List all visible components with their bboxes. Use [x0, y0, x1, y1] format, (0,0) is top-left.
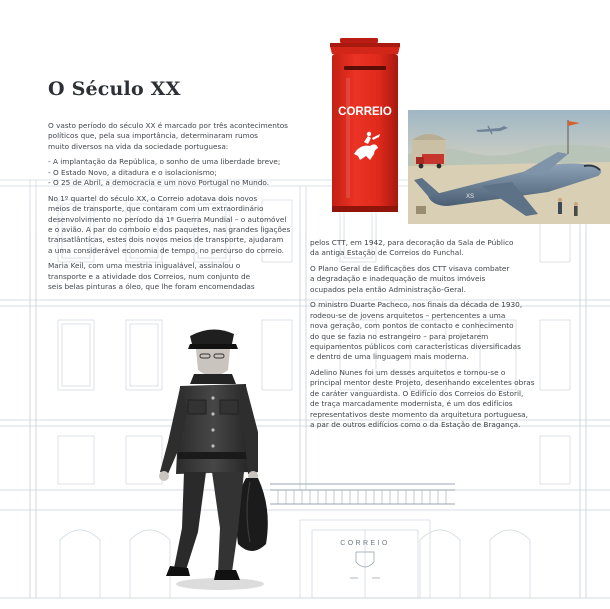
page-title: O Século XX — [48, 78, 181, 100]
text-line: transporte e a atividade dos Correios, num conjunto de — [48, 271, 251, 281]
text-line: e o avião. A par do comboio e dos paquetes, nas grandes ligações — [48, 225, 291, 235]
building-sign: CORREIO — [340, 540, 390, 547]
list-item: - O Estado Novo, a ditadura e o isolacionismo; — [48, 167, 217, 177]
mailbox-label: CORREIO — [338, 106, 392, 118]
text-line: e dentro de uma linguagem mais moderna. — [310, 352, 469, 362]
paragraph-events-list — [48, 157, 308, 188]
text-line: representativos deste momento da arquitetura portuguesa, — [310, 409, 528, 419]
text-line: equipamentos públicos com características diversificadas — [310, 342, 521, 352]
postman-photo-image — [146, 322, 276, 592]
paragraph-duarte-pacheco — [310, 300, 572, 362]
text-line: Adelino Nunes foi um desses arquitetos e tornou-se o — [310, 368, 506, 378]
text-line: de traça marcadamente modernista, é um dos edifícios — [310, 399, 513, 409]
paragraph-transport — [48, 194, 308, 256]
text-line: O vasto período do século XX é marcado por três acontecimentos — [48, 121, 288, 130]
text-line: a degradação e inadequação de muitos imóveis — [310, 274, 486, 284]
text-column-right — [310, 238, 572, 436]
text-line: ocupados pela então Administração-Geral. — [310, 284, 466, 294]
list-item: - A implantação da República, o sonho de uma liberdade breve; — [48, 157, 281, 167]
text-line: a uma considerável economia de tempo, no percurso do correio. — [48, 245, 284, 255]
text-line: O Plano Geral de Edificações dos CTT visava combater — [310, 264, 510, 273]
paragraph-intro — [48, 121, 308, 152]
text-line: rodeou-se de jovens arquitetos – pertencentes a uma — [310, 310, 506, 320]
text-line: nova geração, com pontos de contacto e conhecimento — [310, 321, 514, 331]
text-line: transatlânticas, estes dois novos meios de transporte, ajudaram — [48, 235, 284, 245]
list-item: - O 25 de Abril, a democracia e um novo Portugal no Mundo. — [48, 178, 270, 188]
paragraph-plano-geral — [310, 264, 572, 295]
text-line: muito diversos na vida da sociedade portuguesa: — [48, 141, 229, 151]
text-line: políticos que, pela sua importância, determinaram rumos — [48, 131, 258, 141]
text-column-left — [48, 121, 308, 298]
text-line: seis belas pinturas a óleo, que lhe foram encomendadas — [48, 282, 255, 292]
text-line: do que se fazia no estrangeiro – para projetarem — [310, 331, 489, 341]
text-line: Maria Keil, com uma mestria inigualável, assinalou o — [48, 261, 241, 271]
text-line: a par de outros edifícios como o da Estação de Bragança. — [310, 420, 521, 430]
paragraph-maria-keil-continued — [310, 238, 572, 259]
text-line: No 1º quartel do século XX, o Correio adotava dois novos — [48, 193, 258, 203]
text-line: da antiga Estação de Correios do Funchal. — [310, 248, 464, 258]
text-line: principal mentor deste Projeto, desenhando excelentes obras — [310, 378, 535, 388]
red-mailbox-image — [326, 38, 404, 214]
text-line: meios de transporte, que contaram com um extraordinário — [48, 204, 264, 214]
text-line: desenvolvimento no período da 1ª Guerra Mundial – o automóvel — [48, 214, 287, 224]
paragraph-adelino-nunes — [310, 368, 572, 430]
svg-text:XS: XS — [466, 194, 475, 200]
airplane-painting-image — [408, 110, 610, 224]
text-line: pelos CTT, em 1942, para decoração da Sala de Público — [310, 238, 514, 247]
text-line: O ministro Duarte Pacheco, nos finais da década de 1930, — [310, 300, 523, 310]
text-line: de caráter vanguardista. O Edifício dos Correios do Estoril, — [310, 388, 524, 398]
paragraph-maria-keil — [48, 261, 308, 292]
